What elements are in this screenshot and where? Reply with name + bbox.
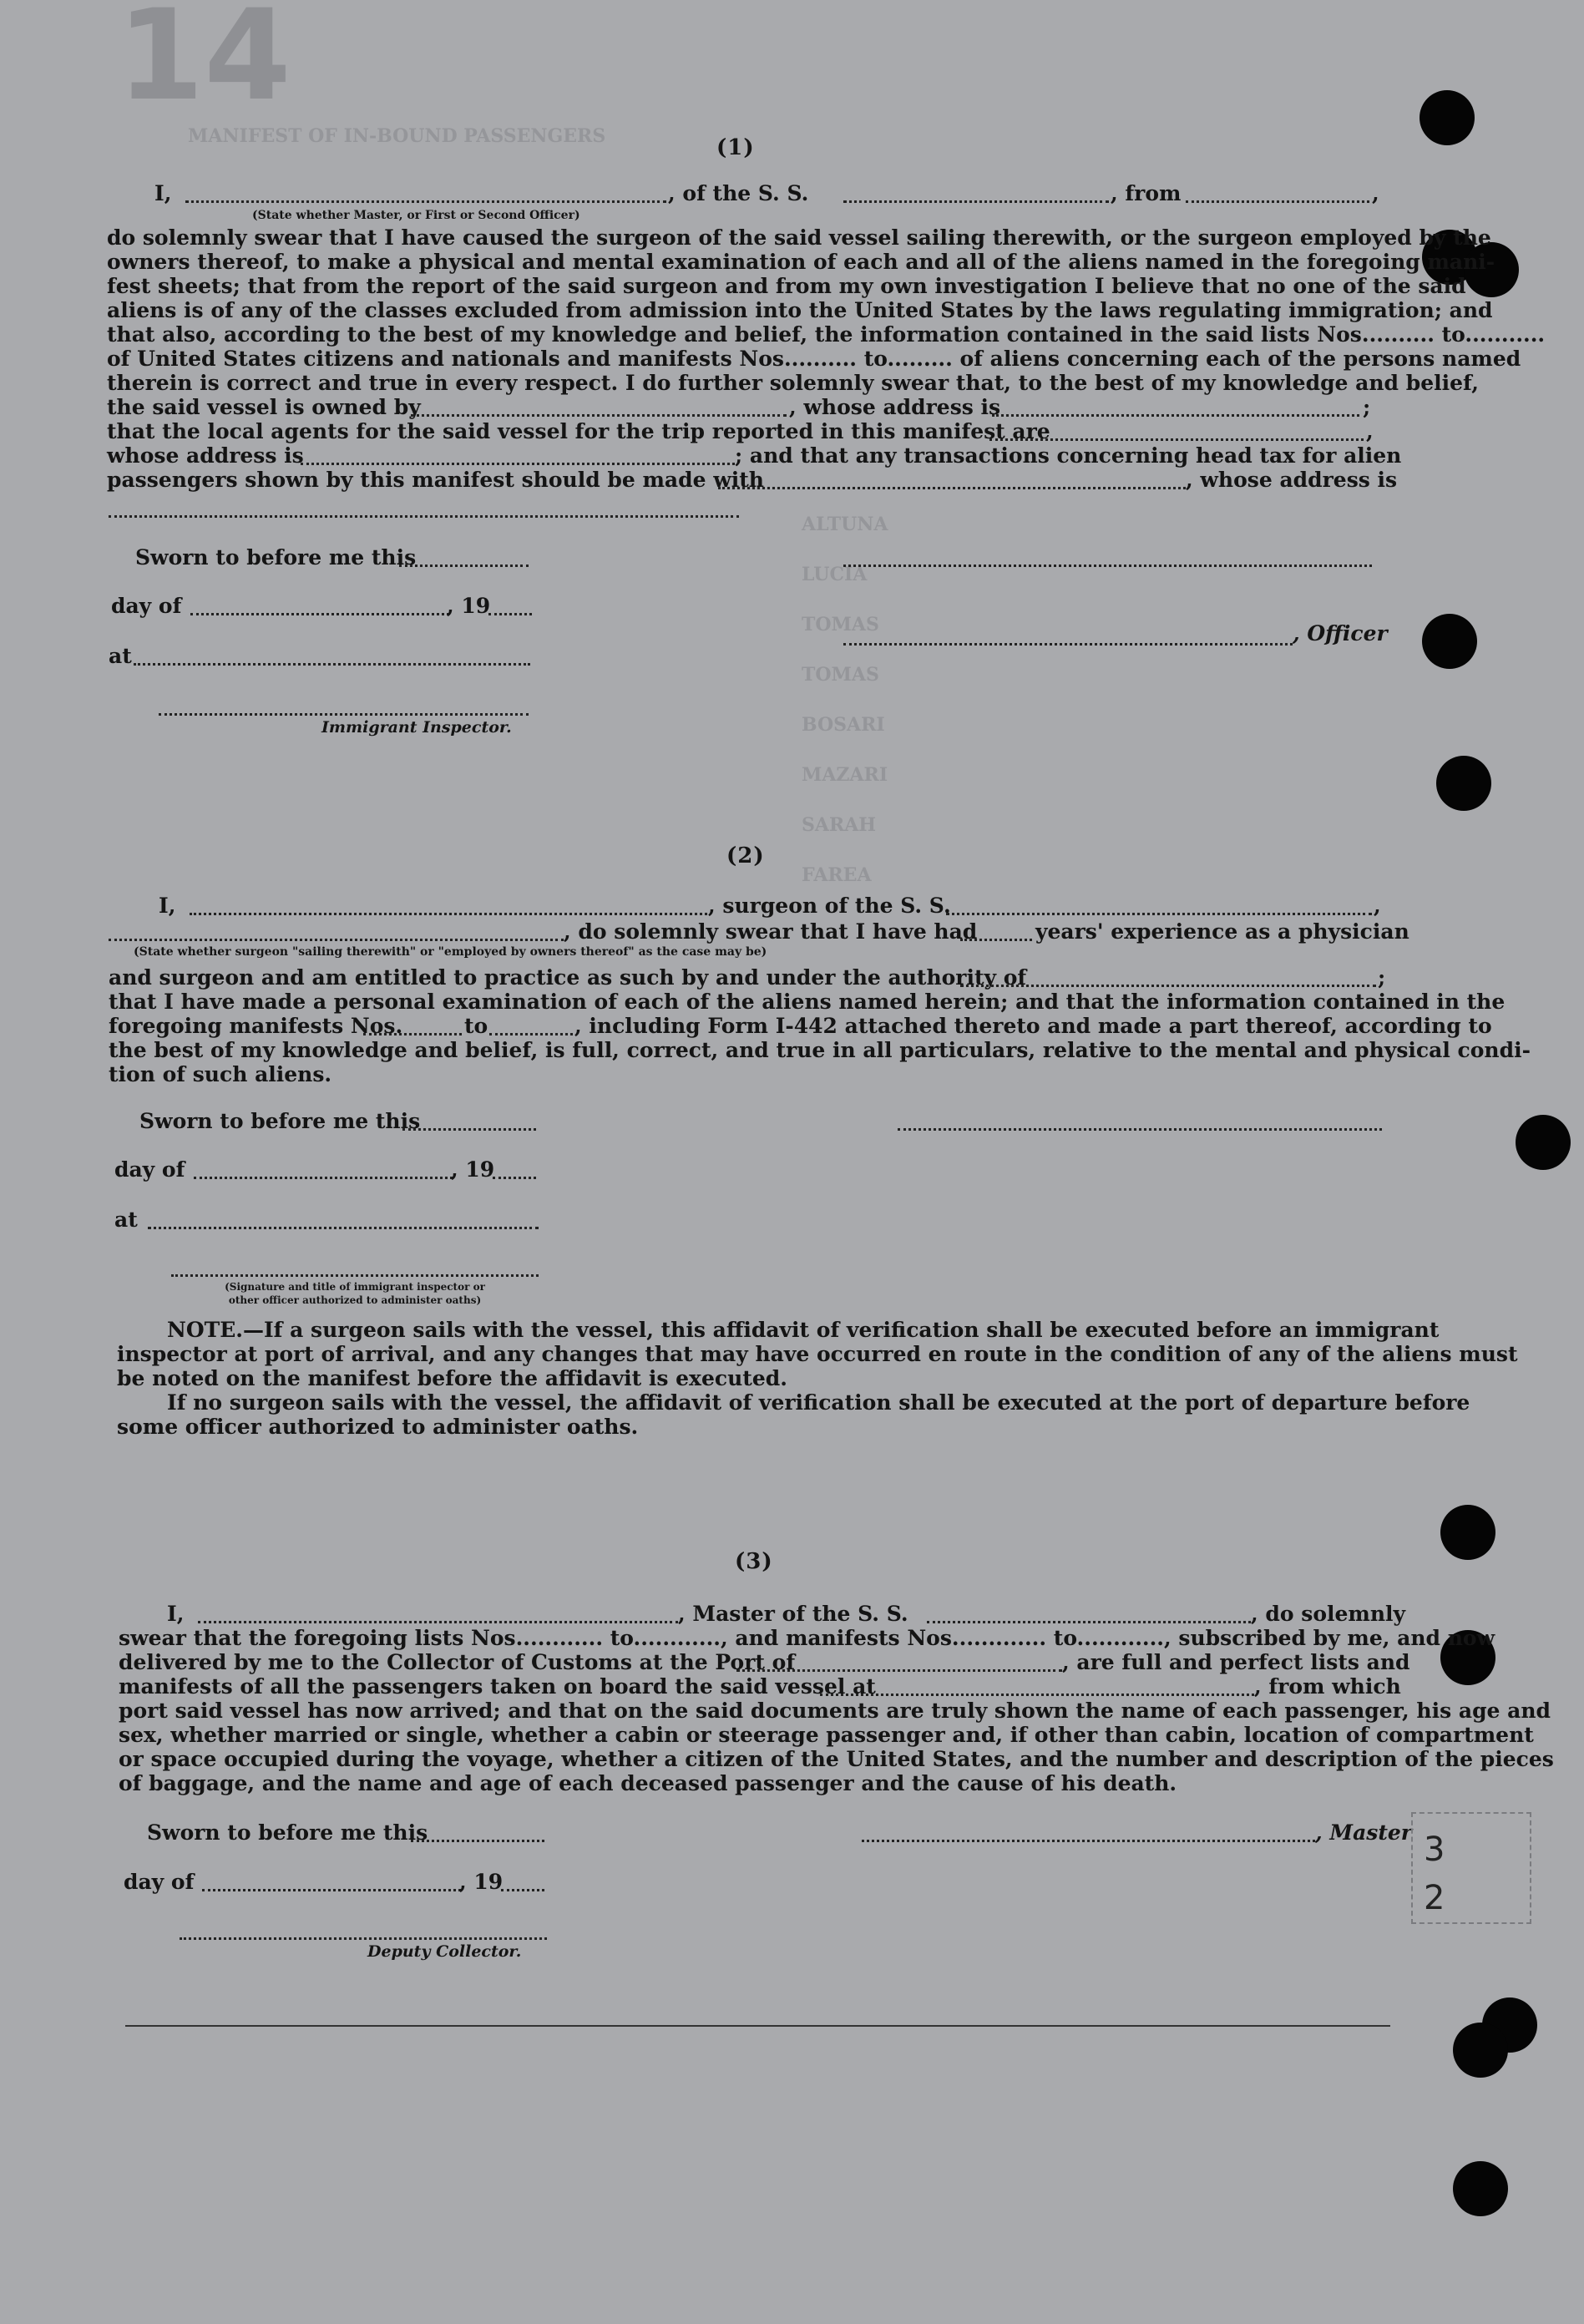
text-line: foregoing manifests Nos. bbox=[109, 1014, 403, 1038]
text-line: I, bbox=[167, 1602, 185, 1626]
bleed-row: BOSARI bbox=[802, 714, 885, 736]
text-line: delivered by me to the Collector of Customs at the Port of bbox=[119, 1650, 796, 1674]
text-line: therein is correct and true in every respect. I do further solemnly swear that, to the best of my knowledge and belief, bbox=[107, 371, 1479, 395]
text-line: the said vessel is owned by bbox=[107, 395, 421, 419]
text-line: I, bbox=[159, 894, 176, 918]
officer-name-blank[interactable] bbox=[185, 200, 666, 203]
text-line: of United States citizens and nationals and manifests Nos.......... to......... of aliens concerning each of the persons named bbox=[107, 347, 1521, 371]
vessel-name-blank[interactable] bbox=[843, 200, 1109, 203]
sworn-date-blank[interactable] bbox=[399, 565, 529, 567]
text-line: and surgeon and am entitled to practice as such by and under the authority of bbox=[109, 965, 1027, 990]
surgeon-name-blank[interactable] bbox=[190, 913, 707, 915]
text-line: sex, whether married or single, whether a cabin or steerage passenger and, if other than cabin, location of compartment bbox=[119, 1723, 1534, 1747]
signature-caption: other officer authorized to administer oaths) bbox=[228, 1294, 482, 1306]
officer-label: , Officer bbox=[1293, 621, 1388, 646]
bleed-row: TOMAS bbox=[802, 664, 879, 686]
text-line: ; bbox=[1363, 395, 1371, 419]
day-of-month-blank[interactable] bbox=[202, 1889, 461, 1891]
punch-hole bbox=[1516, 1115, 1571, 1170]
text-line: I, bbox=[154, 181, 172, 205]
text-line: Sworn to before me this bbox=[139, 1109, 421, 1133]
manifest-to-blank[interactable] bbox=[489, 1033, 573, 1035]
text-line: , are full and perfect lists and bbox=[1062, 1650, 1410, 1674]
stamp-number-fragment: 14 bbox=[117, 0, 291, 129]
master-label: , Master bbox=[1315, 1820, 1412, 1845]
surgeon-caption: (State whether surgeon "sailing therewith" or "employed by owners thereof" as the case may be) bbox=[134, 945, 767, 959]
text-line: , bbox=[1372, 181, 1379, 205]
text-line: , of the S. S. bbox=[668, 181, 809, 205]
punch-hole bbox=[1453, 2161, 1508, 2216]
surgeon-status-blank[interactable] bbox=[109, 939, 564, 941]
punch-hole bbox=[1436, 756, 1491, 811]
punch-hole bbox=[1420, 90, 1475, 145]
text-line: to bbox=[464, 1014, 488, 1038]
text-line: , bbox=[1374, 894, 1381, 918]
text-line: owners thereof, to make a physical and mental examination of each and all of the aliens named in the foregoing mani- bbox=[107, 250, 1495, 274]
note-line: be noted on the manifest before the affidavit is executed. bbox=[117, 1366, 787, 1390]
at-place-blank[interactable] bbox=[148, 1227, 539, 1229]
officer-title-blank[interactable] bbox=[843, 643, 1293, 646]
text-line: , do solemnly bbox=[1251, 1602, 1406, 1626]
section-number: (3) bbox=[735, 1549, 773, 1574]
master-signature-blank[interactable] bbox=[862, 1840, 1315, 1842]
text-line: fest sheets; that from the report of the said surgeon and from my own investigation I believe that no one of the said bbox=[107, 274, 1466, 298]
text-line: whose address is bbox=[107, 443, 304, 468]
port-of-arrival-blank[interactable] bbox=[736, 1669, 1062, 1672]
surgeon-signature-blank[interactable] bbox=[898, 1128, 1382, 1131]
text-line: Sworn to before me this bbox=[135, 545, 417, 570]
bleed-row: TOMAS bbox=[802, 614, 879, 635]
text-line: swear that the foregoing lists Nos............ to............, and manifests Nos............. to............, subscribed by me, and now bbox=[119, 1626, 1495, 1650]
text-line: , whose address is bbox=[1186, 468, 1398, 492]
text-line: that the local agents for the said vessel for the trip reported in this manifest are bbox=[107, 419, 1050, 443]
bleed-header: MANIFEST OF IN-BOUND PASSENGERS bbox=[188, 125, 606, 147]
handwritten-mark: 3 bbox=[1424, 1830, 1445, 1869]
text-line: , Master of the S. S. bbox=[678, 1602, 908, 1626]
bottom-rule bbox=[125, 2025, 1390, 2027]
inspector-signature-blank[interactable] bbox=[171, 1274, 539, 1277]
text-line: or space occupied during the voyage, whether a citizen of the United States, and the number and description of the pieces bbox=[119, 1747, 1554, 1771]
text-line: , 19 bbox=[447, 594, 491, 618]
deputy-signature-blank[interactable] bbox=[180, 1937, 547, 1940]
note-line: NOTE.—If a surgeon sails with the vessel, this affidavit of verification shall be executed before an immigrant bbox=[167, 1318, 1440, 1342]
note-line: If no surgeon sails with the vessel, the affidavit of verification shall be executed at the port of departure before bbox=[167, 1390, 1470, 1415]
text-line: years' experience as a physician bbox=[1035, 919, 1409, 944]
bleed-row: SARAH bbox=[802, 814, 877, 836]
text-line: at bbox=[109, 644, 132, 668]
text-line: , whose address is bbox=[789, 395, 1001, 419]
punch-hole bbox=[1440, 1505, 1495, 1560]
surgeon-vessel-blank[interactable] bbox=[946, 913, 1372, 915]
bleed-row: FAREA bbox=[802, 864, 872, 886]
text-line: , from bbox=[1111, 181, 1182, 205]
text-line: , 19 bbox=[459, 1870, 504, 1894]
year-blank[interactable] bbox=[488, 613, 532, 615]
text-line: tion of such aliens. bbox=[109, 1062, 332, 1086]
text-line: , surgeon of the S. S. bbox=[708, 894, 951, 918]
text-line: , do solemnly swear that I have had bbox=[564, 919, 978, 944]
master-name-blank[interactable] bbox=[198, 1621, 678, 1623]
authority-blank[interactable] bbox=[960, 985, 1376, 987]
text-line: day of bbox=[114, 1157, 185, 1182]
from-port-blank[interactable] bbox=[1186, 200, 1369, 203]
head-tax-address-blank[interactable] bbox=[109, 515, 739, 518]
text-line: that I have made a personal examination of each of the aliens named herein; and that the information contained in the bbox=[109, 990, 1506, 1014]
local-agents-blank[interactable] bbox=[989, 438, 1364, 441]
master-vessel-blank[interactable] bbox=[927, 1621, 1251, 1623]
agent-address-blank[interactable] bbox=[301, 463, 735, 465]
officer-signature-blank[interactable] bbox=[843, 565, 1372, 567]
year-blank[interactable] bbox=[493, 1177, 536, 1179]
signature-caption: (Signature and title of immigrant inspector or bbox=[225, 1281, 485, 1293]
note-line: some officer authorized to administer oaths. bbox=[117, 1415, 639, 1439]
bleed-row: ALTUNA bbox=[802, 514, 888, 535]
head-tax-agent-blank[interactable] bbox=[718, 487, 1186, 489]
text-line: Sworn to before me this bbox=[147, 1820, 428, 1845]
text-line: at bbox=[114, 1208, 138, 1232]
text-line: day of bbox=[124, 1870, 195, 1894]
punch-hole bbox=[1422, 614, 1477, 669]
years-experience-blank[interactable] bbox=[960, 939, 1032, 941]
handwritten-mark: 2 bbox=[1424, 1879, 1445, 1917]
text-line: do solemnly swear that I have caused the surgeon of the said vessel sailing therewith, or the surgeon employed by the bbox=[107, 225, 1491, 250]
text-line: ; and that any transactions concerning head tax for alien bbox=[735, 443, 1402, 468]
inspector-label: Immigrant Inspector. bbox=[321, 718, 512, 737]
at-place-blank[interactable] bbox=[134, 663, 530, 666]
text-line: port said vessel has now arrived; and that on the said documents are truly shown the name of each passenger, his age and bbox=[119, 1699, 1551, 1723]
day-of-month-blank[interactable] bbox=[190, 613, 449, 615]
port-of-embarkation-blank[interactable] bbox=[820, 1694, 1254, 1696]
manifest-from-blank[interactable] bbox=[363, 1033, 462, 1035]
text-line: that also, according to the best of my knowledge and belief, the information contained in the said lists Nos.......... to........... bbox=[107, 322, 1546, 347]
note-line: inspector at port of arrival, and any changes that may have occurred en route in the condition of any of the aliens must bbox=[117, 1342, 1518, 1366]
text-line: , bbox=[1366, 419, 1374, 443]
section-number: (1) bbox=[716, 135, 755, 160]
text-line: of baggage, and the name and age of each deceased passenger and the cause of his death. bbox=[119, 1771, 1177, 1795]
punch-hole bbox=[1453, 2023, 1508, 2078]
text-line: manifests of all the passengers taken on board the said vessel at bbox=[119, 1674, 876, 1699]
text-line: , including Form I-442 attached thereto and made a part thereof, according to bbox=[574, 1014, 1492, 1038]
text-line: passengers shown by this manifest should be made with bbox=[107, 468, 764, 492]
text-line: aliens is of any of the classes excluded from admission into the United States by the laws regulating immigration; and bbox=[107, 298, 1493, 322]
inspector-signature-blank[interactable] bbox=[159, 713, 529, 716]
text-line: the best of my knowledge and belief, is full, correct, and true in all particulars, relative to the mental and physical condi- bbox=[109, 1038, 1531, 1062]
text-line: ; bbox=[1378, 965, 1386, 990]
officer-caption: (State whether Master, or First or Second Officer) bbox=[252, 209, 580, 222]
sworn-date-blank[interactable] bbox=[402, 1128, 536, 1131]
owner-address-blank[interactable] bbox=[992, 414, 1359, 417]
text-line: , 19 bbox=[451, 1157, 495, 1182]
bleed-row: LUCIA bbox=[802, 564, 868, 585]
text-line: day of bbox=[111, 594, 182, 618]
owner-blank[interactable] bbox=[411, 414, 787, 417]
section-number: (2) bbox=[726, 843, 765, 868]
sworn-date-blank[interactable] bbox=[411, 1840, 544, 1842]
text-line: , from which bbox=[1254, 1674, 1401, 1699]
day-of-month-blank[interactable] bbox=[194, 1177, 453, 1179]
deputy-label: Deputy Collector. bbox=[367, 1942, 522, 1961]
year-blank[interactable] bbox=[501, 1889, 544, 1891]
bleed-row: MAZARI bbox=[802, 764, 888, 786]
